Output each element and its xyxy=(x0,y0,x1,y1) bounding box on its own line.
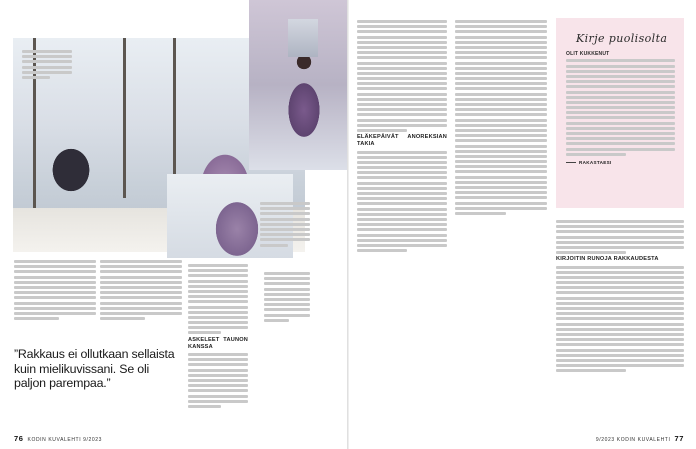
folio-right xyxy=(596,434,684,443)
sidebar-body xyxy=(566,51,675,156)
letter-sidebar xyxy=(556,18,684,208)
side-caption-1 xyxy=(260,200,310,249)
left-column-1 xyxy=(14,258,96,322)
right-column-3 xyxy=(556,218,684,374)
sidebar-title: Kirje puolisolta xyxy=(576,32,668,45)
subhead-right-mid: ELÄKEPÄIVÄT ANOREKSIAN TAKIA xyxy=(357,134,447,148)
right-column-1 xyxy=(357,18,447,254)
tree-trunk xyxy=(123,38,126,198)
page-gutter xyxy=(347,0,349,449)
left-column-3 xyxy=(188,262,248,410)
pullquote: ”Rakkaus ei ollutkaan sellaista kuin mielikuvissani. Se oli paljon parempaa.” xyxy=(14,347,175,390)
right-column-2 xyxy=(455,18,547,217)
folio-label-left: KODIN KUVALEHTI 9/2023 xyxy=(27,437,103,443)
photo-caption xyxy=(22,48,72,81)
folio-label-right: 9/2023 KODIN KUVALEHTI xyxy=(595,437,671,443)
sidebar-credit: RAKASTAESI xyxy=(566,160,675,165)
small-photo xyxy=(288,19,318,57)
page-number-right: 77 xyxy=(674,434,684,443)
side-caption-2 xyxy=(264,270,310,324)
subhead-left: ASKELEET TAUNON KANSSA xyxy=(188,336,248,350)
subhead-right-lower: KIRJOITIN RUNOJA RAKKAUDESTA xyxy=(556,256,659,263)
page-number-left: 76 xyxy=(14,434,24,443)
left-column-2 xyxy=(100,258,182,322)
sidebar-heading: OLIT KUKKENUT xyxy=(566,51,610,57)
folio-left xyxy=(14,434,102,443)
